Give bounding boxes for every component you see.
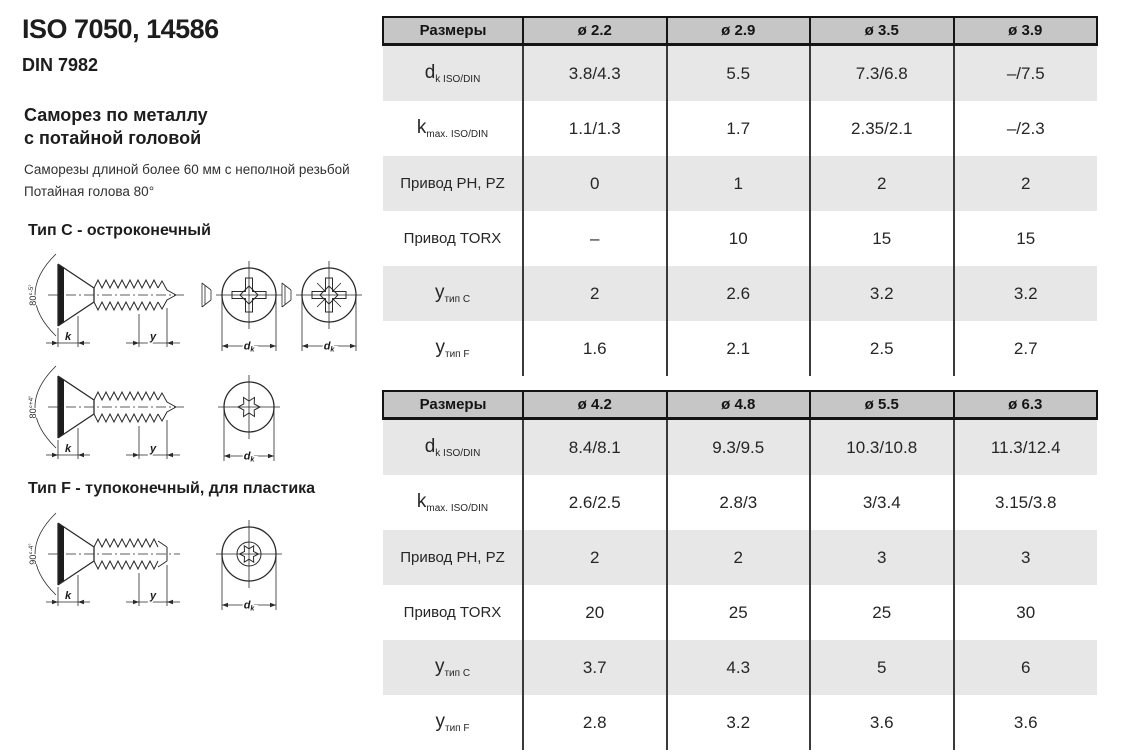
header-cell: ø 6.3 xyxy=(954,391,1098,419)
value-cell: 25 xyxy=(667,585,811,640)
value-cell: 10.3/10.8 xyxy=(810,419,954,476)
row-label: Привод TORX xyxy=(403,604,502,621)
type-f-heading: Тип F - тупоконечный, для пластика xyxy=(28,480,316,497)
product-name xyxy=(24,104,208,150)
value-cell: 2.5 xyxy=(810,321,954,376)
value-cell: 2 xyxy=(523,530,667,585)
table-header-row xyxy=(383,391,1097,419)
ph-head-view xyxy=(202,261,282,354)
table-row xyxy=(383,695,1097,750)
value-cell: 1 xyxy=(667,156,811,211)
value-cell: 15 xyxy=(810,211,954,266)
value-cell: 3 xyxy=(810,530,954,585)
row-label: $k_{max. ISO/DIN}$ xyxy=(416,491,489,514)
value-cell: 0 xyxy=(523,156,667,211)
table-row xyxy=(383,419,1097,476)
row-label: $y_{тип F}$ xyxy=(435,337,470,360)
value-cell: 3 xyxy=(954,530,1098,585)
header-cell: ø 2.9 xyxy=(667,17,811,45)
value-cell: 3.2 xyxy=(810,266,954,321)
dimensions-table-large xyxy=(382,390,1098,750)
table-row xyxy=(383,211,1097,266)
value-cell: 3.8/4.3 xyxy=(523,45,667,102)
table-row xyxy=(383,45,1097,102)
description-line1: Саморезы длиной более 60 мм с неполной резьбой xyxy=(24,162,350,177)
table-row xyxy=(383,475,1097,530)
table-row xyxy=(383,585,1097,640)
dimension-k-label: k xyxy=(64,590,72,602)
row-label: $k_{max. ISO/DIN}$ xyxy=(416,117,489,140)
row-label: Привод TORX xyxy=(403,230,502,247)
type-f-torx-drawing xyxy=(14,505,384,617)
value-cell: 3.7 xyxy=(523,640,667,695)
value-cell: 5 xyxy=(810,640,954,695)
row-label: $y_{тип F}$ xyxy=(435,711,470,734)
row-label: $y_{тип C}$ xyxy=(434,282,471,305)
value-cell: 5.5 xyxy=(667,45,811,102)
dimension-dk-label: dk xyxy=(243,340,255,354)
header-cell: ø 2.2 xyxy=(523,17,667,45)
angle-label: 80°$^{+4^\circ}$ xyxy=(28,395,38,419)
product-name-line1: Саморез по металлу xyxy=(24,105,208,125)
value-cell: 7.3/6.8 xyxy=(810,45,954,102)
value-cell: 4.3 xyxy=(667,640,811,695)
value-cell: 3.2 xyxy=(954,266,1098,321)
header-cell: Размеры xyxy=(383,391,523,419)
page-title: ISO 7050, 14586 xyxy=(22,14,219,44)
type-c-heading: Тип C - остроконечный xyxy=(28,222,211,239)
value-cell: 1.1/1.3 xyxy=(523,101,667,156)
value-cell: 2.6/2.5 xyxy=(523,475,667,530)
dimension-dk-label: dk xyxy=(243,599,255,613)
table-row xyxy=(383,530,1097,585)
table-row xyxy=(383,101,1097,156)
table-row xyxy=(383,640,1097,695)
value-cell: 3.2 xyxy=(667,695,811,750)
table-header-row xyxy=(383,17,1097,45)
value-cell: 1.7 xyxy=(667,101,811,156)
value-cell: 25 xyxy=(810,585,954,640)
value-cell: 2.35/2.1 xyxy=(810,101,954,156)
product-name-line2: с потайной головой xyxy=(24,128,202,148)
value-cell: 15 xyxy=(954,211,1098,266)
value-cell: 2.8/3 xyxy=(667,475,811,530)
dimensions-table-small xyxy=(382,16,1098,376)
value-cell: 2.7 xyxy=(954,321,1098,376)
row-label: Привод PH, PZ xyxy=(400,549,505,566)
value-cell: 2 xyxy=(810,156,954,211)
dimension-y-label: y xyxy=(149,443,157,455)
dimension-y-label: y xyxy=(149,590,157,602)
value-cell: 3.6 xyxy=(954,695,1098,750)
value-cell: 2 xyxy=(954,156,1098,211)
header-cell: ø 3.9 xyxy=(954,17,1098,45)
value-cell: –/2.3 xyxy=(954,101,1098,156)
value-cell: 2.1 xyxy=(667,321,811,376)
row-label: $d_{k ISO/DIN}$ xyxy=(424,436,481,459)
value-cell: 2 xyxy=(667,530,811,585)
value-cell: 30 xyxy=(954,585,1098,640)
header-cell: ø 4.8 xyxy=(667,391,811,419)
row-label: Привод PH, PZ xyxy=(400,175,505,192)
table-row xyxy=(383,321,1097,376)
dimension-dk-label: dk xyxy=(323,340,335,354)
header-cell: Размеры xyxy=(383,17,523,45)
value-cell: – xyxy=(523,211,667,266)
table-row xyxy=(383,266,1097,321)
din-subtitle: DIN 7982 xyxy=(22,55,99,75)
value-cell: 3.15/3.8 xyxy=(954,475,1098,530)
value-cell: 20 xyxy=(523,585,667,640)
value-cell: 2 xyxy=(523,266,667,321)
dimension-k-label: k xyxy=(64,331,72,343)
table-row xyxy=(383,156,1097,211)
value-cell: 9.3/9.5 xyxy=(667,419,811,476)
torx-head-view xyxy=(218,375,280,464)
type-c-ph-pz-drawing xyxy=(14,246,384,358)
row-label: $d_{k ISO/DIN}$ xyxy=(424,62,481,85)
type-c-torx-drawing xyxy=(14,358,384,470)
header-cell: ø 4.2 xyxy=(523,391,667,419)
value-cell: 1.6 xyxy=(523,321,667,376)
product-description xyxy=(24,159,350,203)
value-cell: 3.6 xyxy=(810,695,954,750)
angle-label: 90°$^{-4^\circ}$ xyxy=(28,543,38,565)
row-label: $y_{тип C}$ xyxy=(434,656,471,679)
dimension-k-label: k xyxy=(64,443,72,455)
value-cell: 3/3.4 xyxy=(810,475,954,530)
angle-label: 80°$^{-5^\circ}$ xyxy=(28,284,38,306)
dimension-y-label: y xyxy=(149,331,157,343)
pz-head-view xyxy=(282,261,362,354)
description-line2: Потайная голова 80° xyxy=(24,184,155,199)
value-cell: 2.6 xyxy=(667,266,811,321)
value-cell: 11.3/12.4 xyxy=(954,419,1098,476)
value-cell: 8.4/8.1 xyxy=(523,419,667,476)
value-cell: 2.8 xyxy=(523,695,667,750)
dimension-dk-label: dk xyxy=(243,450,255,464)
header-cell: ø 3.5 xyxy=(810,17,954,45)
torx-head-view xyxy=(216,520,282,613)
value-cell: –/7.5 xyxy=(954,45,1098,102)
value-cell: 10 xyxy=(667,211,811,266)
header-cell: ø 5.5 xyxy=(810,391,954,419)
value-cell: 6 xyxy=(954,640,1098,695)
